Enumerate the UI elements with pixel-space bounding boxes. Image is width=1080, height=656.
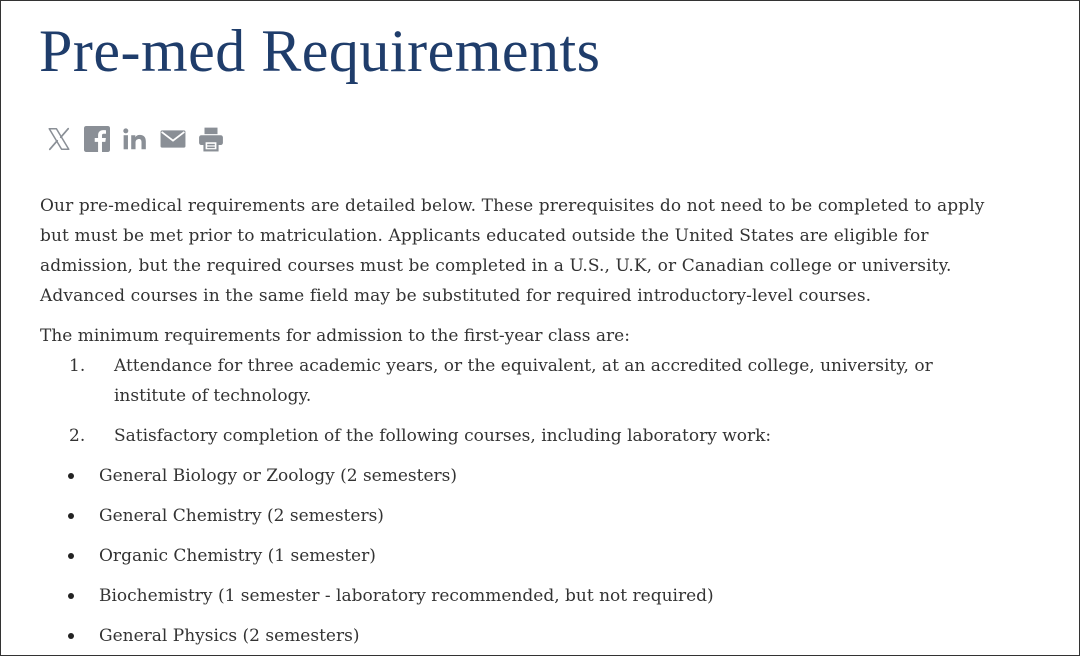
numbered-requirements xyxy=(40,351,1050,451)
main-content xyxy=(40,191,1050,656)
courses-list xyxy=(40,461,1050,656)
list-item xyxy=(40,351,1050,411)
min-requirements-text: The minimum requirements for admission to the first-year class are: xyxy=(40,326,630,346)
bullet-icon xyxy=(68,593,74,599)
linkedin-icon[interactable] xyxy=(121,125,149,153)
intro-line: Our pre-medical requirements are detailed below. These prerequisites do not need to be completed to apply xyxy=(40,196,985,216)
list-item xyxy=(40,621,1050,656)
x-icon[interactable] xyxy=(45,125,73,153)
list-number: 2. xyxy=(69,426,86,446)
share-bar xyxy=(45,123,235,155)
intro-line: but must be met prior to matriculation. Applicants educated outside the United States are eligible for xyxy=(40,226,929,246)
facebook-icon[interactable] xyxy=(83,125,111,153)
print-icon[interactable] xyxy=(197,125,225,153)
bullet-icon xyxy=(68,513,74,519)
bullet-icon xyxy=(68,473,74,479)
page-title: Pre-med Requirements xyxy=(39,18,601,84)
list-item xyxy=(40,581,1050,621)
intro-line: admission, but the required courses must be completed in a U.S., U.K, or Canadian college or university. xyxy=(40,256,952,276)
intro-line: Advanced courses in the same field may be substituted for required introductory-level courses. xyxy=(40,286,872,306)
bullet-icon xyxy=(68,633,74,639)
intro-paragraph xyxy=(40,191,1050,311)
list-item xyxy=(40,541,1050,581)
list-item-text: Attendance for three academic years, or the equivalent, at an accredited college, university, or xyxy=(114,356,933,376)
course-text: General Biology or Zoology (2 semesters) xyxy=(99,466,458,486)
list-item xyxy=(40,501,1050,541)
list-item xyxy=(40,461,1050,501)
email-icon[interactable] xyxy=(159,125,187,153)
list-item xyxy=(40,421,1050,451)
bullet-icon xyxy=(68,553,74,559)
list-item-text: Satisfactory completion of the following courses, including laboratory work: xyxy=(114,426,772,446)
list-item-text: institute of technology. xyxy=(114,386,312,406)
course-text: General Chemistry (2 semesters) xyxy=(99,506,384,526)
list-number: 1. xyxy=(69,356,86,376)
course-text: General Physics (2 semesters) xyxy=(99,626,360,646)
course-text: Organic Chemistry (1 semester) xyxy=(99,546,376,566)
course-text: Biochemistry (1 semester - laboratory recommended, but not required) xyxy=(99,586,714,606)
